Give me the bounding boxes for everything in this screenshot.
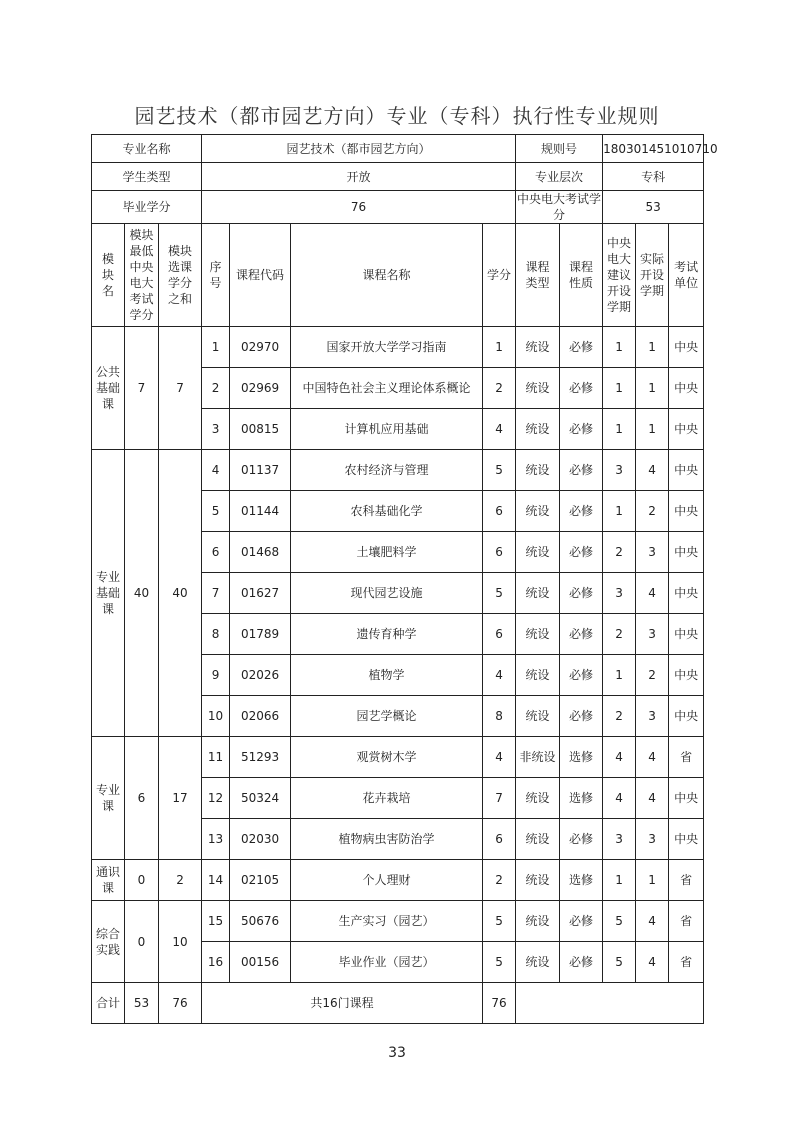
course-suggested-term: 1	[603, 491, 636, 532]
info-row-1	[92, 135, 704, 163]
course-name: 农科基础化学	[291, 491, 483, 532]
course-row	[92, 737, 704, 778]
course-exam-unit: 中央	[669, 368, 704, 409]
course-credit: 5	[483, 450, 516, 491]
course-seq: 13	[202, 819, 230, 860]
course-suggested-term: 4	[603, 778, 636, 819]
course-code: 01468	[230, 532, 291, 573]
course-exam-unit: 中央	[669, 655, 704, 696]
table-body	[92, 135, 718, 1024]
header-course-type: 课程 类型	[516, 224, 560, 327]
course-credit: 4	[483, 737, 516, 778]
course-name: 花卉栽培	[291, 778, 483, 819]
course-exam-unit: 省	[669, 901, 704, 942]
course-suggested-term: 4	[603, 737, 636, 778]
course-nature: 必修	[560, 901, 603, 942]
course-seq: 9	[202, 655, 230, 696]
module-name: 公共 基础 课	[92, 327, 125, 450]
course-exam-unit: 省	[669, 737, 704, 778]
total-credits: 76	[483, 983, 516, 1024]
course-actual-term: 1	[636, 860, 669, 901]
info-row-3	[92, 191, 704, 224]
total-row	[92, 983, 704, 1024]
course-type: 统设	[516, 450, 560, 491]
course-seq: 6	[202, 532, 230, 573]
header-course-name: 课程名称	[291, 224, 483, 327]
course-actual-term: 1	[636, 409, 669, 450]
course-credit: 4	[483, 409, 516, 450]
course-nature: 选修	[560, 860, 603, 901]
course-suggested-term: 2	[603, 696, 636, 737]
course-seq: 2	[202, 368, 230, 409]
course-type: 统设	[516, 696, 560, 737]
course-type: 统设	[516, 655, 560, 696]
course-actual-term: 4	[636, 573, 669, 614]
course-credit: 2	[483, 860, 516, 901]
course-code: 01144	[230, 491, 291, 532]
course-suggested-term: 3	[603, 450, 636, 491]
header-min-credits: 模块 最低 中央 电大 考试 学分	[125, 224, 159, 327]
student-type-value: 开放	[202, 163, 516, 191]
course-exam-unit: 中央	[669, 327, 704, 368]
module-min-credits: 6	[125, 737, 159, 860]
course-actual-term: 4	[636, 450, 669, 491]
course-name: 观赏树木学	[291, 737, 483, 778]
course-actual-term: 4	[636, 778, 669, 819]
module-sum-credits: 2	[159, 860, 202, 901]
course-credit: 1	[483, 327, 516, 368]
course-suggested-term: 3	[603, 573, 636, 614]
course-row	[92, 450, 704, 491]
course-suggested-term: 5	[603, 901, 636, 942]
course-code: 50324	[230, 778, 291, 819]
course-suggested-term: 1	[603, 327, 636, 368]
course-suggested-term: 5	[603, 942, 636, 983]
header-seq: 序 号	[202, 224, 230, 327]
course-code: 00156	[230, 942, 291, 983]
course-seq: 7	[202, 573, 230, 614]
course-name: 中国特色社会主义理论体系概论	[291, 368, 483, 409]
course-credit: 5	[483, 942, 516, 983]
course-type: 统设	[516, 614, 560, 655]
module-sum-credits: 17	[159, 737, 202, 860]
course-exam-unit: 省	[669, 860, 704, 901]
course-suggested-term: 1	[603, 368, 636, 409]
course-type: 统设	[516, 409, 560, 450]
course-code: 02030	[230, 819, 291, 860]
course-credit: 6	[483, 614, 516, 655]
course-nature: 必修	[560, 368, 603, 409]
module-min-credits: 0	[125, 860, 159, 901]
info-row-2	[92, 163, 704, 191]
course-type: 统设	[516, 942, 560, 983]
course-seq: 14	[202, 860, 230, 901]
major-name-label: 专业名称	[92, 135, 202, 163]
course-suggested-term: 1	[603, 860, 636, 901]
total-blank	[516, 983, 704, 1024]
course-code: 02969	[230, 368, 291, 409]
grad-credits-label: 毕业学分	[92, 191, 202, 224]
course-type: 统设	[516, 327, 560, 368]
total-sum-credits: 76	[159, 983, 202, 1024]
module-name: 专业 课	[92, 737, 125, 860]
course-name: 园艺学概论	[291, 696, 483, 737]
course-nature: 必修	[560, 491, 603, 532]
course-code: 50676	[230, 901, 291, 942]
specialty-rule-table	[91, 134, 718, 1024]
course-name: 遗传育种学	[291, 614, 483, 655]
course-nature: 必修	[560, 409, 603, 450]
course-exam-unit: 中央	[669, 573, 704, 614]
course-seq: 1	[202, 327, 230, 368]
course-nature: 必修	[560, 450, 603, 491]
course-actual-term: 1	[636, 368, 669, 409]
central-exam-value: 53	[603, 191, 704, 224]
level-label: 专业层次	[516, 163, 603, 191]
total-courses-text: 共16门课程	[202, 983, 483, 1024]
course-name: 生产实习（园艺）	[291, 901, 483, 942]
course-type: 统设	[516, 532, 560, 573]
course-name: 土壤肥料学	[291, 532, 483, 573]
course-nature: 必修	[560, 942, 603, 983]
header-actual-term: 实际 开设 学期	[636, 224, 669, 327]
course-type: 统设	[516, 573, 560, 614]
course-nature: 必修	[560, 573, 603, 614]
course-seq: 10	[202, 696, 230, 737]
course-nature: 必修	[560, 655, 603, 696]
course-row	[92, 327, 704, 368]
course-type: 统设	[516, 368, 560, 409]
student-type-label: 学生类型	[92, 163, 202, 191]
level-value: 专科	[603, 163, 704, 191]
course-row	[92, 901, 704, 942]
course-code: 01627	[230, 573, 291, 614]
header-exam-unit: 考试 单位	[669, 224, 704, 327]
course-credit: 5	[483, 901, 516, 942]
page-number: 33	[388, 1045, 406, 1061]
course-actual-term: 3	[636, 696, 669, 737]
header-course-nature: 课程 性质	[560, 224, 603, 327]
course-nature: 必修	[560, 532, 603, 573]
course-name: 农村经济与管理	[291, 450, 483, 491]
rule-no-value: 180301451010710	[603, 135, 704, 163]
course-nature: 必修	[560, 696, 603, 737]
course-credit: 7	[483, 778, 516, 819]
course-exam-unit: 中央	[669, 819, 704, 860]
course-actual-term: 3	[636, 532, 669, 573]
course-code: 02970	[230, 327, 291, 368]
module-name: 通识 课	[92, 860, 125, 901]
header-credit: 学分	[483, 224, 516, 327]
course-actual-term: 2	[636, 491, 669, 532]
course-seq: 4	[202, 450, 230, 491]
total-min-credits: 53	[125, 983, 159, 1024]
course-actual-term: 1	[636, 327, 669, 368]
course-code: 02066	[230, 696, 291, 737]
header-module-name: 模 块 名	[92, 224, 125, 327]
course-seq: 8	[202, 614, 230, 655]
course-actual-term: 3	[636, 819, 669, 860]
course-credit: 2	[483, 368, 516, 409]
course-suggested-term: 2	[603, 614, 636, 655]
course-nature: 必修	[560, 614, 603, 655]
course-actual-term: 4	[636, 901, 669, 942]
central-exam-label: 中央电大考试学分	[517, 192, 602, 222]
major-name-value: 园艺技术（都市园艺方向）	[202, 135, 516, 163]
page-title: 园艺技术（都市园艺方向）专业（专科）执行性专业规则	[134, 104, 660, 128]
grad-credits-value: 76	[202, 191, 516, 224]
course-code: 02026	[230, 655, 291, 696]
course-type: 统设	[516, 901, 560, 942]
course-code: 02105	[230, 860, 291, 901]
header-course-code: 课程代码	[230, 224, 291, 327]
course-type: 统设	[516, 819, 560, 860]
course-name: 现代园艺设施	[291, 573, 483, 614]
course-name: 个人理财	[291, 860, 483, 901]
course-seq: 12	[202, 778, 230, 819]
course-exam-unit: 中央	[669, 450, 704, 491]
course-name: 植物病虫害防治学	[291, 819, 483, 860]
total-label: 合计	[92, 983, 125, 1024]
module-min-credits: 40	[125, 450, 159, 737]
course-seq: 5	[202, 491, 230, 532]
course-nature: 选修	[560, 737, 603, 778]
course-actual-term: 4	[636, 942, 669, 983]
header-row	[92, 224, 704, 327]
course-actual-term: 3	[636, 614, 669, 655]
course-exam-unit: 中央	[669, 614, 704, 655]
course-credit: 6	[483, 532, 516, 573]
course-type: 统设	[516, 778, 560, 819]
course-actual-term: 4	[636, 737, 669, 778]
course-code: 01137	[230, 450, 291, 491]
module-sum-credits: 40	[159, 450, 202, 737]
course-seq: 15	[202, 901, 230, 942]
course-name: 国家开放大学学习指南	[291, 327, 483, 368]
course-credit: 8	[483, 696, 516, 737]
course-suggested-term: 3	[603, 819, 636, 860]
module-min-credits: 7	[125, 327, 159, 450]
course-type: 统设	[516, 860, 560, 901]
course-code: 00815	[230, 409, 291, 450]
course-nature: 必修	[560, 819, 603, 860]
course-suggested-term: 1	[603, 655, 636, 696]
course-code: 01789	[230, 614, 291, 655]
module-sum-credits: 7	[159, 327, 202, 450]
course-seq: 16	[202, 942, 230, 983]
course-row	[92, 860, 704, 901]
course-name: 计算机应用基础	[291, 409, 483, 450]
course-exam-unit: 省	[669, 942, 704, 983]
course-credit: 6	[483, 491, 516, 532]
module-name: 专业 基础 课	[92, 450, 125, 737]
course-suggested-term: 2	[603, 532, 636, 573]
course-exam-unit: 中央	[669, 409, 704, 450]
course-exam-unit: 中央	[669, 778, 704, 819]
module-sum-credits: 10	[159, 901, 202, 983]
module-name: 综合 实践	[92, 901, 125, 983]
course-credit: 5	[483, 573, 516, 614]
course-exam-unit: 中央	[669, 532, 704, 573]
course-type: 非统设	[516, 737, 560, 778]
course-code: 51293	[230, 737, 291, 778]
course-actual-term: 2	[636, 655, 669, 696]
course-nature: 必修	[560, 327, 603, 368]
course-nature: 选修	[560, 778, 603, 819]
header-sum-credits: 模块 选课 学分 之和	[159, 224, 202, 327]
course-seq: 11	[202, 737, 230, 778]
header-suggested-term: 中央 电大 建议 开设 学期	[603, 224, 636, 327]
course-name: 毕业作业（园艺）	[291, 942, 483, 983]
course-suggested-term: 1	[603, 409, 636, 450]
rule-no-label: 规则号	[516, 135, 603, 163]
module-min-credits: 0	[125, 901, 159, 983]
course-type: 统设	[516, 491, 560, 532]
course-credit: 4	[483, 655, 516, 696]
course-credit: 6	[483, 819, 516, 860]
course-exam-unit: 中央	[669, 491, 704, 532]
course-name: 植物学	[291, 655, 483, 696]
course-exam-unit: 中央	[669, 696, 704, 737]
course-seq: 3	[202, 409, 230, 450]
